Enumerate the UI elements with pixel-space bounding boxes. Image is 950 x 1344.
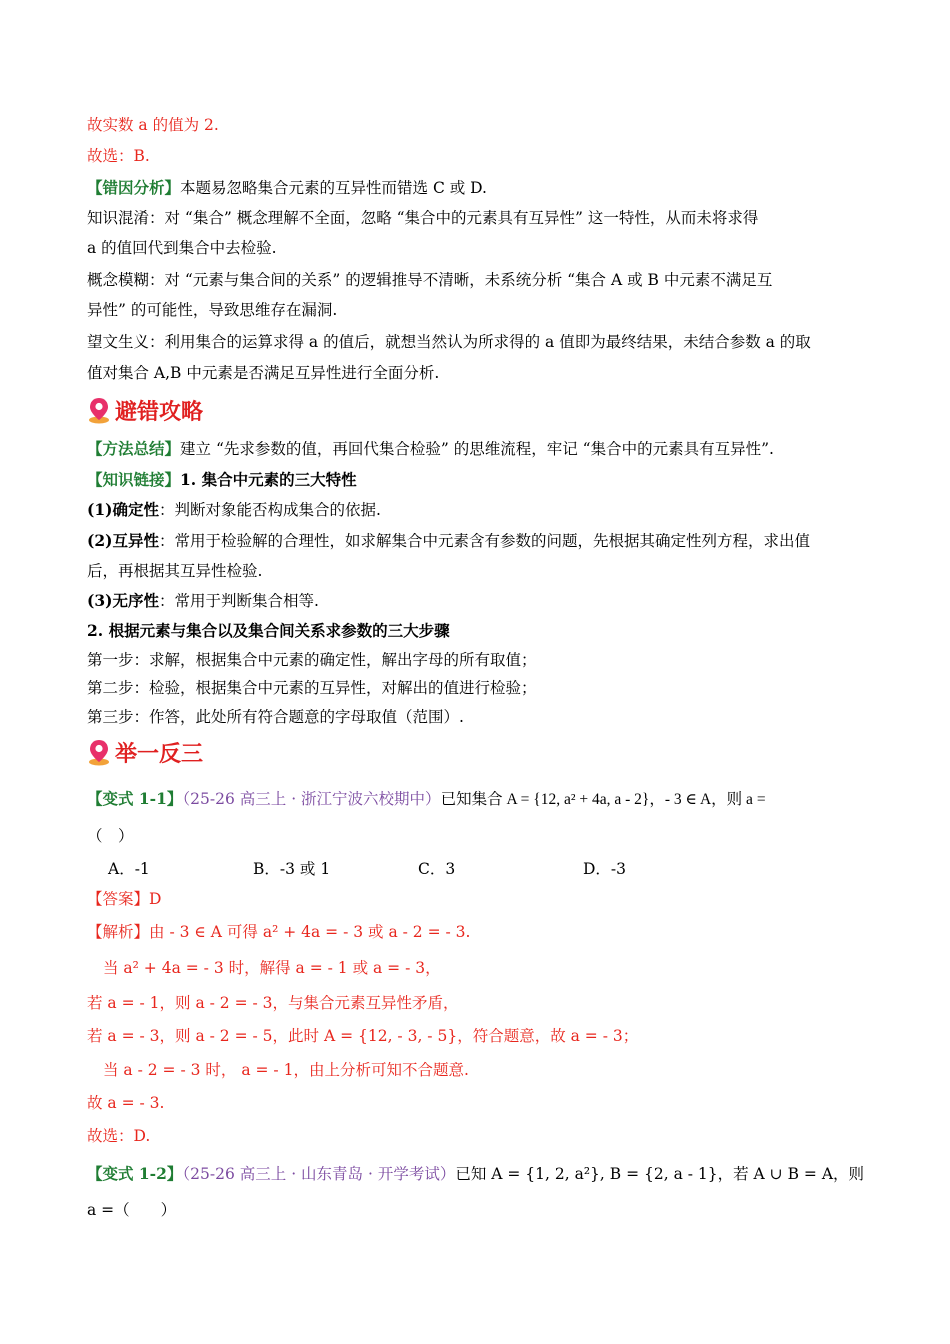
analysis-line: 若 a = - 3，则 a - 2 = - 5，此时 A = {12, - 3, - 5}，符合题意，故 a = - 3；: [87, 1027, 639, 1045]
variant-tag: 【变式 1-1】: [87, 789, 183, 808]
conclusion-line: 故实数 a 的值为 2.: [87, 116, 219, 134]
analysis-line: 当 a - 2 = - 3 时， a = - 1，由上分析可知不合题意.: [103, 1061, 469, 1079]
section-heading-text: 避错攻略: [115, 399, 204, 425]
knowledge-link-tag: 【知识链接】: [87, 470, 181, 489]
property-item: [87, 590, 870, 612]
property-label: (3)无序性: [87, 591, 159, 610]
option-a[interactable]: A．-1: [108, 860, 150, 878]
variant-2-stem-cont: a =（ ）: [87, 1201, 177, 1219]
knowledge-link: [87, 469, 870, 491]
paragraph-line: a 的值回代到集合中去检验.: [87, 239, 277, 257]
paragraph-line: 概念模糊：对 “元素与集合间的关系” 的逻辑推导不清晰，未系统分析 “集合 A 或 B 中元素不满足互: [87, 271, 773, 289]
analysis-tag: 【解析】: [87, 923, 150, 941]
property-label: (1)确定性: [87, 500, 159, 519]
analysis-text: 由 - 3 ∈ A 可得 a² + 4a = - 3 或 a - 2 = - 3.: [149, 923, 471, 941]
variant-stem: 已知 A = {1, 2, a²}, B = {2, a - 1}，若 A ∪ B = A，则: [455, 1165, 865, 1183]
option-c[interactable]: C．3: [418, 860, 456, 878]
step-line: 第二步：检验，根据集合中元素的互异性，对解出的值进行检验；: [87, 679, 537, 697]
variant-1-stem: [87, 788, 870, 811]
error-analysis-tag: 【错因分析】: [87, 178, 181, 197]
section-heading-text: 举一反三: [115, 741, 204, 767]
option-b[interactable]: B．-3 或 1: [253, 860, 331, 878]
property-item: [87, 499, 870, 521]
steps-title: 2. 根据元素与集合以及集合间关系求参数的三大步骤: [87, 621, 450, 640]
property-label: (2)互异性: [87, 531, 159, 550]
variant-source: （25-26 高三上 · 浙江宁波六校期中）: [182, 790, 441, 808]
location-pin-icon: [87, 396, 111, 424]
analysis-line: 故选：D.: [87, 1127, 151, 1145]
error-analysis: [87, 177, 870, 199]
location-pin-icon: [87, 738, 111, 766]
error-analysis-text: 本题易忽略集合元素的互异性而错选 C 或 D.: [180, 179, 487, 197]
analysis-line: 故 a = - 3.: [87, 1094, 165, 1112]
choice-line: 故选：B.: [87, 147, 150, 165]
paragraph-line: 值对集合 A,B 中元素是否满足互异性进行全面分析.: [87, 364, 440, 382]
property-text: ：常用于判断集合相等.: [158, 592, 319, 610]
variant-source: （25-26 高三上 · 山东青岛 · 开学考试）: [182, 1165, 456, 1183]
variant-tag: 【变式 1-2】: [87, 1164, 183, 1183]
option-d[interactable]: D．-3: [583, 860, 627, 878]
paragraph-line: 知识混淆：对 “集合” 概念理解不全面，忽略 “集合中的元素具有互异性” 这一特性，从而未将求得: [87, 209, 759, 227]
property-text: ：判断对象能否构成集合的依据.: [158, 501, 381, 519]
answer-paren: （ ）: [87, 827, 134, 845]
section-heading-practice: [87, 735, 203, 769]
step-line: 第三步：作答，此处所有符合题意的字母取值（范围）.: [87, 708, 464, 726]
analysis-line: 若 a = - 1，则 a - 2 = - 3，与集合元素互异性矛盾，: [87, 994, 459, 1012]
analysis-line: 当 a² + 4a = - 3 时，解得 a = - 1 或 a = - 3，: [103, 959, 441, 977]
analysis-line: [87, 921, 870, 943]
method-summary: [87, 438, 870, 460]
method-summary-tag: 【方法总结】: [87, 439, 181, 458]
paragraph-line: 异性” 的可能性，导致思维存在漏洞.: [87, 301, 338, 319]
step-line: 第一步：求解，根据集合中元素的确定性，解出字母的所有取值；: [87, 651, 537, 669]
property-item: [87, 530, 870, 552]
variant-2-stem: [87, 1163, 870, 1185]
answer-line: 【答案】D: [87, 890, 162, 908]
property-text: ：常用于检验解的合理性，如求解集合中元素含有参数的问题，先根据其确定性列方程，求出值: [158, 532, 810, 550]
method-summary-text: 建立 “先求参数的值，再回代集合检验” 的思维流程，牢记 “集合中的元素具有互异性”.: [180, 440, 774, 458]
variant-stem: 已知集合 A = {12, a² + 4a, a - 2}，- 3 ∈ A，则 a =: [440, 791, 766, 808]
paragraph-line: 后，再根据其互异性检验.: [87, 562, 263, 580]
knowledge-title: 1. 集合中元素的三大特性: [180, 470, 357, 489]
section-heading-avoid: [87, 393, 203, 427]
paragraph-line: 望文生义：利用集合的运算求得 a 的值后，就想当然认为所求得的 a 值即为最终结果，未结合参数 a 的取: [87, 333, 811, 351]
